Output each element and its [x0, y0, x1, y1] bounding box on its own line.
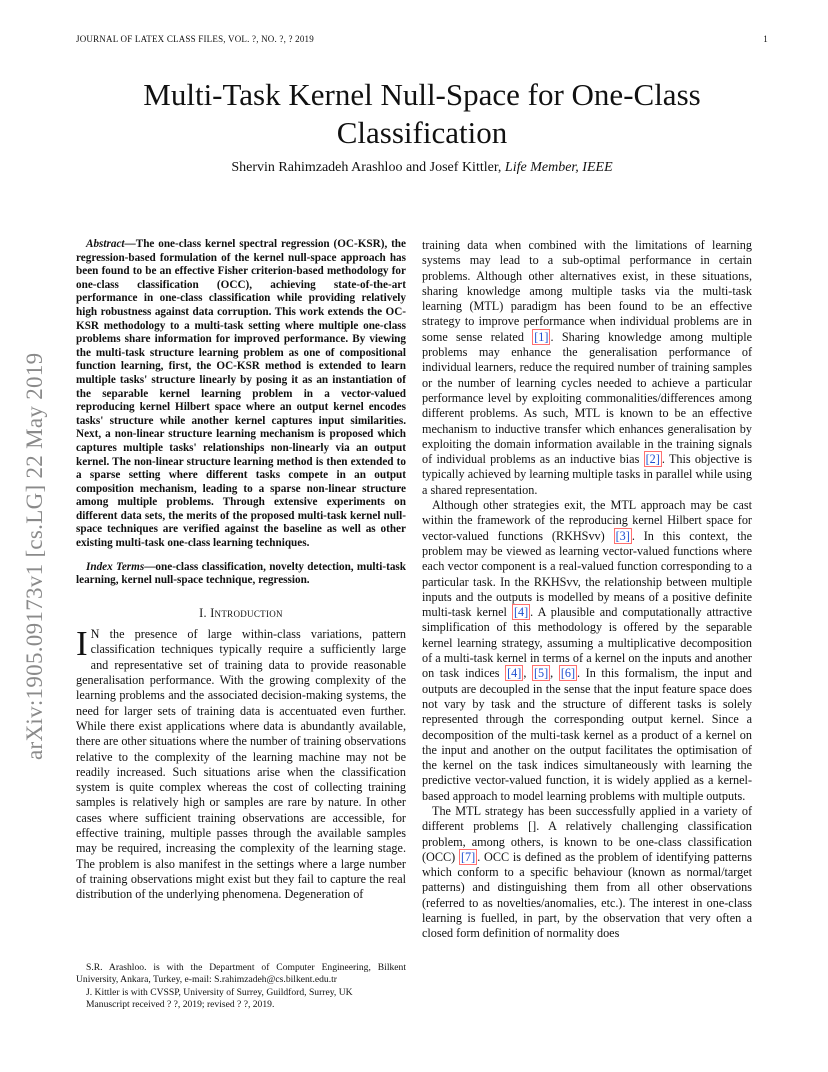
citation-link[interactable]: [7]	[460, 849, 476, 864]
index-terms	[76, 561, 406, 588]
author-membership: Life Member, IEEE	[504, 160, 613, 175]
p2-text-b: . In this context, the problem may be viewed as learning vector-valued functions where each vector component is a real-valued function corresponding to a particular task. In the RKHSvv, the relationship between multiple inputs and the outputs is modelled by means of a positive definite multi-task kernel	[422, 528, 752, 620]
citation-link[interactable]: [2]	[645, 452, 660, 467]
p3-text-b: . OCC is defined as the problem of identifying patterns which conform to a specific behaviour (known as normal/target patterns) and distinguishing them from all other observations (referred to as novelties/anomalies, etc.). The interest in one-class learning is fuelled, in part, by the observation that very often a closed form definition of normality does	[422, 849, 752, 941]
paper-title: Multi-Task Kernel Null-Space for One-Class Classification	[143, 77, 701, 150]
author-line	[76, 160, 768, 176]
paragraph-1	[422, 238, 752, 498]
citation-link[interactable]: [1]	[534, 329, 549, 344]
p1-text-a: training data when combined with the limitations of learning systems may lead to a sub-optimal performance in certain problems. Although other alternatives exist, in these situations, sharing knowledge among multiple tasks via the multi-task learning (MTL) paradigm has been found to be an effective strategy to improve performance when individual problems are in some sense related	[422, 238, 752, 344]
paragraph-3	[422, 804, 752, 942]
drop-cap: I	[76, 624, 88, 664]
citation-link[interactable]: [4]	[507, 666, 522, 681]
running-head	[76, 34, 768, 44]
intro-paragraph	[76, 624, 406, 902]
footnotes	[76, 962, 406, 1012]
p1-text-c: . This objective is typically achieved by learning multiple tasks in parallel while using a shared representation.	[422, 452, 752, 497]
journal-header: JOURNAL OF LATEX CLASS FILES, VOL. ?, NO. ?, ? 2019	[76, 34, 314, 44]
section-heading	[76, 606, 406, 621]
citation-link[interactable]: [5]	[533, 666, 549, 681]
citation-link[interactable]: [3]	[615, 528, 630, 543]
index-terms-label: Index Terms	[86, 560, 145, 573]
p3-text-a: The MTL strategy has been successfully applied in a variety of different problems []. A relatively challenging classification problem, among others, is known to be one-class classification (OCC)	[422, 803, 752, 864]
author-names: Shervin Rahimzadeh Arashloo and Josef Kittler,	[231, 160, 502, 175]
footnote: S.R. Arashloo. is with the Department of Computer Engineering, Bilkent University, Ankara, Turkey, e-mail: S.rahimzadeh@cs.bilkent.edu.tr	[76, 962, 406, 986]
footnote: J. Kittler is with CVSSP, University of Surrey, Guildford, Surrey, UK	[86, 986, 353, 998]
abstract-label: Abstract	[86, 238, 125, 250]
footnote: Manuscript received ? ?, 2019; revised ? ?, 2019.	[86, 999, 275, 1011]
p2-text-a: Although other strategies exit, the MTL approach may be cast within the framework of the reproducing kernel Hilbert space for vector-valued functions (RKHSvv)	[422, 498, 752, 543]
p2-separator: ,	[550, 666, 559, 681]
p2-text-d: . In this formalism, the input and outputs are decoupled in the sense that the input feature space does not vary by task and the structure of different tasks is solely represented through the corresponding output kernel. Since a decomposition of the multi-task kernel as a product of a kernel on the input and another on the output facilitates the optimisation of the kernel on the task indices simultaneously with learning the predictive vector-valued function, it is widely applied as a kernel-based approach to model learning problems with multiple outputs.	[422, 666, 753, 803]
page-number: 1	[763, 34, 768, 44]
intro-text: N the presence of large within-class variations, pattern classification techniques typically require a sufficiently large and representative set of training data to provide reasonable generalisation performance. With the growing complexity of the learning problems and the associated decision-making systems, the need for larger sets of training data is accentuated even further. While there exist applications where data is abundantly available, there are other situations where the number of training observations relative to the complexity of the learning machine may not be readily increased. Such situations arise when the classification system is quite complex whereas the cost of collecting training samples is relatively high or samples are rare by nature. In other cases where sufficient training observations are accessible, for effective training, multiple passes through the available samples may be required, increasing the complexity of the learning stage. The problem is also manifest in the settings where a large number of training observations might exist but they fail to capture the real distribution of the underlying phenomena. Degeneration of	[76, 627, 406, 902]
abstract-text: —The one-class kernel spectral regression (OC-KSR), the regression-based formulation of the kernel null-space approach has been found to be an effective Fisher criterion-based methodology for one-class classification (OCC), achieving state-of-the-art performance in one-class classification while providing relatively high robustness against data corruption. This work extends the OC-KSR methodology to a multi-task setting where multiple one-class problems share information for improved performance. By viewing the multi-task structure learning problem as one of compositional function learning, first, the OC-KSR method is extended to learn multiple tasks' structure linearly by posing it as an instantiation of the separable kernel learning problem in a vector-valued reproducing kernel Hilbert space where an output kernel encodes tasks' structure while another kernel captures input similarities. Next, a non-linear structure learning mechanism is proposed which captures multiple tasks' relationships non-linearly via an output kernel. The non-linear structure learning method is then extended to a sparse setting where different tasks compete in an output composition mechanism, leading to a sparse non-linear structure among multiple problems. Through extensive experiments on different data sets, the merits of the proposed multi-task kernel null-space techniques are verified against the baseline as well as other existing multi-task one-class learning techniques.	[76, 238, 406, 550]
section-number: I.	[199, 605, 207, 620]
section-title: Introduction	[210, 605, 283, 620]
index-terms-text: —one-class classification, novelty detection, multi-task learning, kernel null-space technique, regression.	[76, 560, 406, 587]
abstract	[76, 238, 406, 551]
arxiv-identifier: arXiv:1905.09173v1 [cs.LG] 22 May 2019	[22, 352, 47, 760]
p2-text-c: . A plausible and computationally attractive simplification of this methodology is offered by the separable kernel learning strategy, assuming a multiplicative decomposition of a multi-task kernel in terms of a kernel on the inputs and another on task indices	[422, 605, 752, 681]
citation-link[interactable]: [4]	[513, 605, 529, 620]
p2-separator: ,	[523, 666, 532, 681]
right-column	[422, 238, 752, 942]
left-column	[76, 238, 406, 902]
paragraph-2	[422, 498, 752, 804]
p1-text-b: . Sharing knowledge among multiple problems may enhance the generalisation performance of individual learners, reduce the required number of training samples or the number of learning cycles needed to achieve a particular performance level by exploiting commonalities/differences among different problems. As such, MTL is known to be an effective mechanism to inductive transfer which enhances generalisation by exploiting the domain information available in the training signals of individual problems as an inductive bias	[422, 329, 752, 467]
citation-link[interactable]: [6]	[560, 666, 576, 681]
